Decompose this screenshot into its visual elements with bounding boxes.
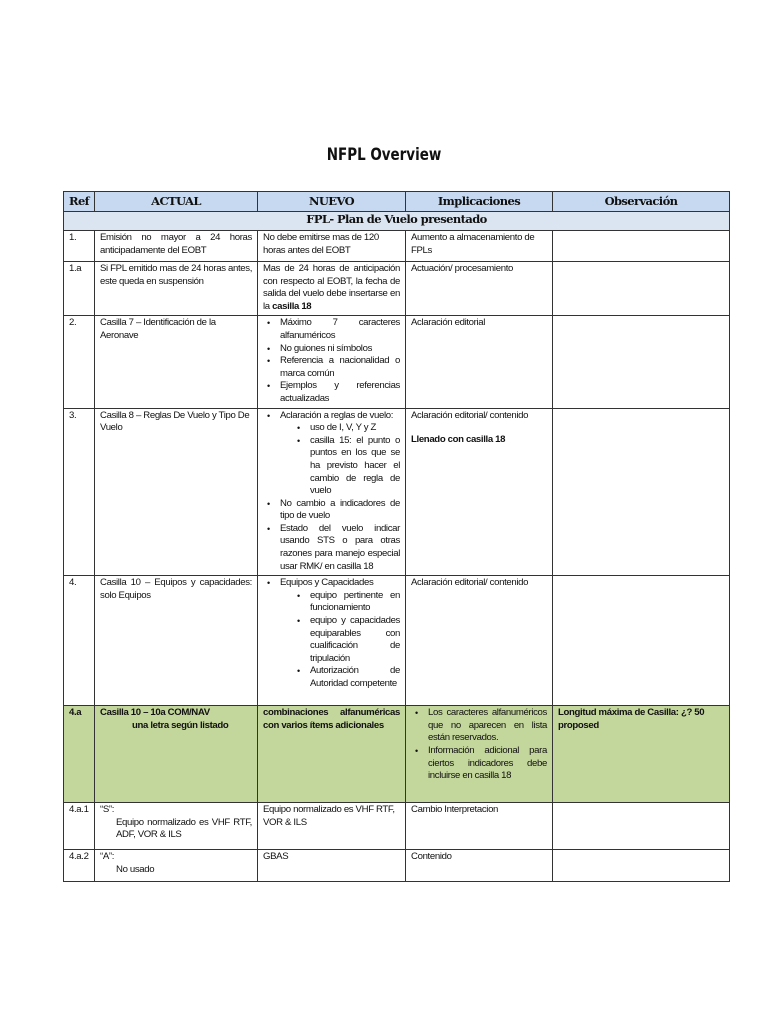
ref-cell: 1. <box>64 231 95 262</box>
observacion-cell: Longitud máxima de Casilla: ¿? 50 proposed <box>553 706 730 803</box>
nuevo-cell <box>258 316 406 408</box>
observacion-cell <box>553 576 730 706</box>
implicaciones-cell: Cambio Interpretacion <box>406 803 553 850</box>
header-actual: ACTUAL <box>95 192 258 212</box>
actual-text: “A”: <box>100 851 115 863</box>
header-observacion: Observación <box>553 192 730 212</box>
actual-subtext: Equipo normalizado es VHF RTF, ADF, VOR & ILS <box>116 816 252 841</box>
header-row <box>64 192 730 212</box>
nuevo-cell <box>258 262 406 316</box>
nuevo-cell: No debe emitirse mas de 120 horas antes del EOBT <box>258 231 406 262</box>
actual-cell: Casilla 8 – Reglas De Vuelo y Tipo De Vuelo <box>95 408 258 576</box>
table-row <box>64 262 730 316</box>
implicaciones-cell <box>406 706 553 803</box>
implicaciones-cell <box>406 408 553 576</box>
nuevo-cell: combinaciones alfanuméricas con varios ítems adicionales <box>258 706 406 803</box>
actual-subtext: una letra según listado <box>132 719 229 731</box>
nuevo-cell: Equipo normalizado es VHF RTF, VOR & ILS <box>258 803 406 850</box>
ref-cell: 1.a <box>64 262 95 316</box>
actual-cell <box>95 706 258 803</box>
header-nuevo: NUEVO <box>258 192 406 212</box>
table-row <box>64 850 730 882</box>
list-item-text: Equipos y Capacidades <box>280 577 374 589</box>
actual-cell: Emisión no mayor a 24 horas anticipadamente del EOBT <box>95 231 258 262</box>
list-item: • Estado del vuelo indicar usando STS o para otras razones para manejo especial usar RMK/ en casilla 18 <box>263 523 400 573</box>
implicaciones-bold-text: Llenado con casilla 18 <box>411 434 506 446</box>
sub-list-item: • uso de I, V, Y y Z <box>293 422 400 435</box>
nuevo-bold-text: casilla 18 <box>272 300 312 312</box>
observacion-cell <box>553 316 730 408</box>
implicaciones-text: Aclaración editorial/ contenido <box>411 409 529 421</box>
actual-cell: Casilla 7 – Identificación de la Aeronave <box>95 316 258 408</box>
list-item <box>263 410 400 498</box>
header-ref: Ref <box>64 192 95 212</box>
list-item <box>263 577 400 690</box>
implicaciones-cell: Aclaración editorial <box>406 316 553 408</box>
nuevo-cell <box>258 576 406 706</box>
list-item-text: Aclaración a reglas de vuelo: <box>280 409 394 421</box>
nuevo-text: Mas de 24 horas de anticipación con respecto al EOBT, la fecha de salida del vuelo debe insertarse en la <box>263 263 400 312</box>
observacion-cell <box>553 850 730 882</box>
section-row <box>64 212 730 231</box>
ref-cell: 2. <box>64 316 95 408</box>
actual-text: “S”: <box>100 804 115 816</box>
observacion-cell <box>553 408 730 576</box>
table-row <box>64 408 730 576</box>
ref-cell: 4. <box>64 576 95 706</box>
ref-cell: 4.a.1 <box>64 803 95 850</box>
list-item: • No cambio a indicadores de tipo de vuelo <box>263 498 400 523</box>
list-item: • Ejemplos y referencias actualizadas <box>263 380 400 405</box>
observacion-cell <box>553 231 730 262</box>
list-item: • Los caracteres alfanuméricos que no aparecen en lista están reservados. <box>411 707 547 745</box>
document-title: NFPL Overview <box>326 145 442 165</box>
list-item: • Información adicional para ciertos indicadores debe incluirse en casilla 18 <box>411 745 547 783</box>
header-implicaciones: Implicaciones <box>406 192 553 212</box>
ref-cell: 3. <box>64 408 95 576</box>
actual-cell: Si FPL emitido mas de 24 horas antes, este queda en suspensión <box>95 262 258 316</box>
table-row <box>64 576 730 706</box>
nuevo-cell <box>258 408 406 576</box>
ref-cell: 4.a <box>64 706 95 803</box>
implicaciones-cell: Contenido <box>406 850 553 882</box>
ref-cell: 4.a.2 <box>64 850 95 882</box>
list-item: • Referencia a nacionalidad o marca común <box>263 355 400 380</box>
actual-cell: Casilla 10 – Equipos y capacidades: solo Equipos <box>95 576 258 706</box>
nuevo-cell: GBAS <box>258 850 406 882</box>
list-item: • Máximo 7 caracteres alfanuméricos <box>263 317 400 342</box>
actual-cell <box>95 850 258 882</box>
observacion-cell <box>553 803 730 850</box>
section-title: FPL- Plan de Vuelo presentado <box>64 212 730 231</box>
nfpl-table <box>63 191 730 882</box>
table-row <box>64 231 730 262</box>
actual-subtext: No usado <box>116 863 155 875</box>
implicaciones-cell: Aclaración editorial/ contenido <box>406 576 553 706</box>
table-row <box>64 803 730 850</box>
sub-list-item: • Autorización de Autoridad competente <box>293 665 400 690</box>
implicaciones-cell: Actuación/ procesamiento <box>406 262 553 316</box>
table-row <box>64 316 730 408</box>
list-item: • No guiones ni símbolos <box>263 343 400 356</box>
sub-list-item: • casilla 15: el punto o puntos en los que se ha previsto hacer el cambio de regla de vuelo <box>293 435 400 498</box>
actual-text: Casilla 10 – 10a COM/NAV <box>100 707 210 719</box>
implicaciones-cell: Aumento a almacenamiento de FPLs <box>406 231 553 262</box>
sub-list-item: • equipo pertinente en funcionamiento <box>293 590 400 615</box>
observacion-cell <box>553 262 730 316</box>
sub-list-item: • equipo y capacidades equiparables con cualificación de tripulación <box>293 615 400 665</box>
table-row-highlighted <box>64 706 730 803</box>
actual-cell <box>95 803 258 850</box>
